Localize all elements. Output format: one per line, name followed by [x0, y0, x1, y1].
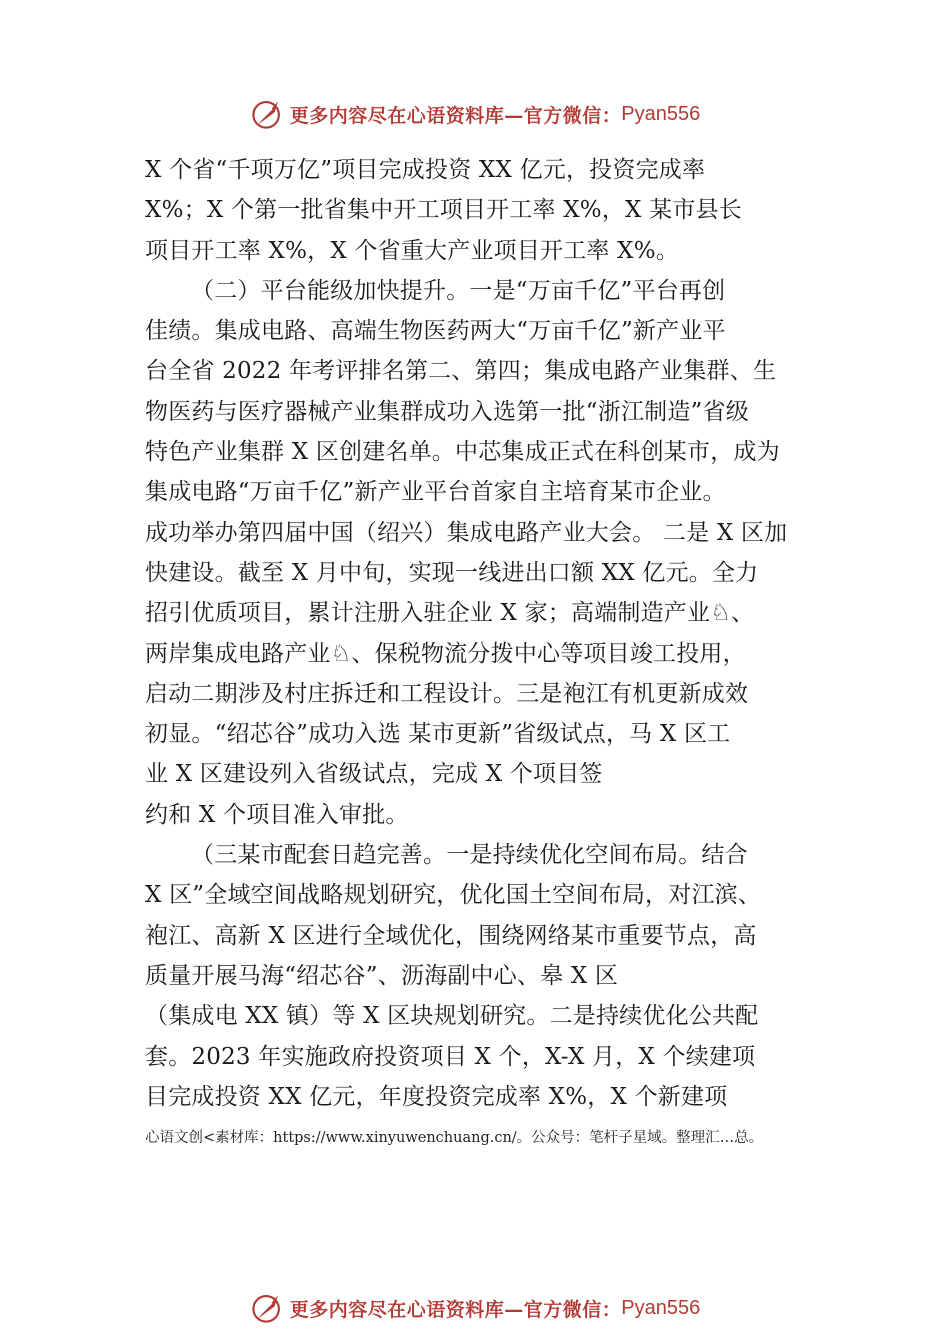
- body-line: 快建设。截至 X 月中旬，实现一线进出口额 XX 亿元。全力: [145, 559, 759, 586]
- body-line: 招引优质项目，累计注册入驻企业 X 家；高端制造产业♘、: [145, 600, 755, 627]
- body-line: 初显。“绍芯谷”成功入选 某市更新”省级试点，马 X 区工: [145, 721, 731, 748]
- body-line: 套。2023 年实施政府投资项目 X 个，X-X 月，X 个续建项: [145, 1043, 756, 1070]
- document-body: [145, 150, 825, 1117]
- body-line: 成功举办第四届中国（绍兴）集成电路产业大会。 二是 X 区加: [145, 519, 788, 546]
- banner-text: 更多内容尽在心语资料库—官方微信：: [289, 1298, 622, 1321]
- body-line: 物医药与医疗器械产业集群成功入选第一批“浙江制造”省级: [145, 398, 749, 425]
- body-line: 项目开工率 X%，X 个省重大产业项目开工率 X%。: [145, 237, 679, 264]
- body-line: （集成电 XX 镇）等 X 区块规划研究。二是持续优化公共配: [145, 1003, 759, 1030]
- body-line: 业 X 区建设列入省级试点，完成 X 个项目签: [145, 761, 603, 788]
- banner-wechat-id: Pyan556: [621, 102, 701, 125]
- body-line: X 个省“千项万亿”项目完成投资 XX 亿元，投资完成率: [145, 157, 706, 183]
- body-line: X%；X 个第一批省集中开工项目开工率 X%，X 某市县长: [145, 197, 742, 224]
- body-line: 约和 X 个项目准入审批。: [145, 801, 409, 828]
- body-line: 集成电路“万亩千亿”新产业平台首家自主培育某市企业。: [145, 479, 726, 506]
- body-line: 两岸集成电路产业♘、保税物流分拨中心等项目竣工投用，: [145, 640, 746, 667]
- quill-logo-icon: [250, 1291, 284, 1325]
- body-line: 台全省 2022 年考评排名第二、第四；集成电路产业集群、生: [145, 358, 777, 385]
- footer-banner: [0, 1288, 950, 1328]
- body-line: X 区”全域空间战略规划研究，优化国土空间布局，对江滨、: [145, 882, 762, 909]
- banner-text: 更多内容尽在心语资料库—官方微信：: [289, 104, 622, 127]
- banner-wechat-id: Pyan556: [621, 1296, 701, 1319]
- footer-note: 心语文创<素材库：https://www.xinyuwenchuang.cn/。公众号：笔杆子星域。整理汇…总。: [145, 1130, 764, 1146]
- body-line: 目完成投资 XX 亿元，年度投资完成率 X%，X 个新建项: [145, 1083, 728, 1110]
- body-line: 启动二期涉及村庄拆迁和工程设计。三是袍江有机更新成效: [145, 680, 749, 707]
- body-line: 袍江、高新 X 区进行全域优化，围绕网络某市重要节点，高: [145, 922, 757, 949]
- header-banner: [0, 94, 950, 134]
- paragraph-start-line: （二）平台能级加快提升。一是“万亩千亿”平台再创: [191, 277, 726, 304]
- body-line: 质量开展马海“绍芯谷”、沥海副中心、皋 X 区: [145, 962, 619, 989]
- quill-logo-icon: [250, 97, 284, 131]
- body-line: 特色产业集群 X 区创建名单。中芯集成正式在科创某市，成为: [145, 439, 780, 466]
- body-line: 佳绩。集成电路、高端生物医药两大“万亩千亿”新产业平: [145, 318, 726, 345]
- paragraph-start-line: （三某市配套日趋完善。一是持续优化空间布局。结合: [191, 842, 748, 869]
